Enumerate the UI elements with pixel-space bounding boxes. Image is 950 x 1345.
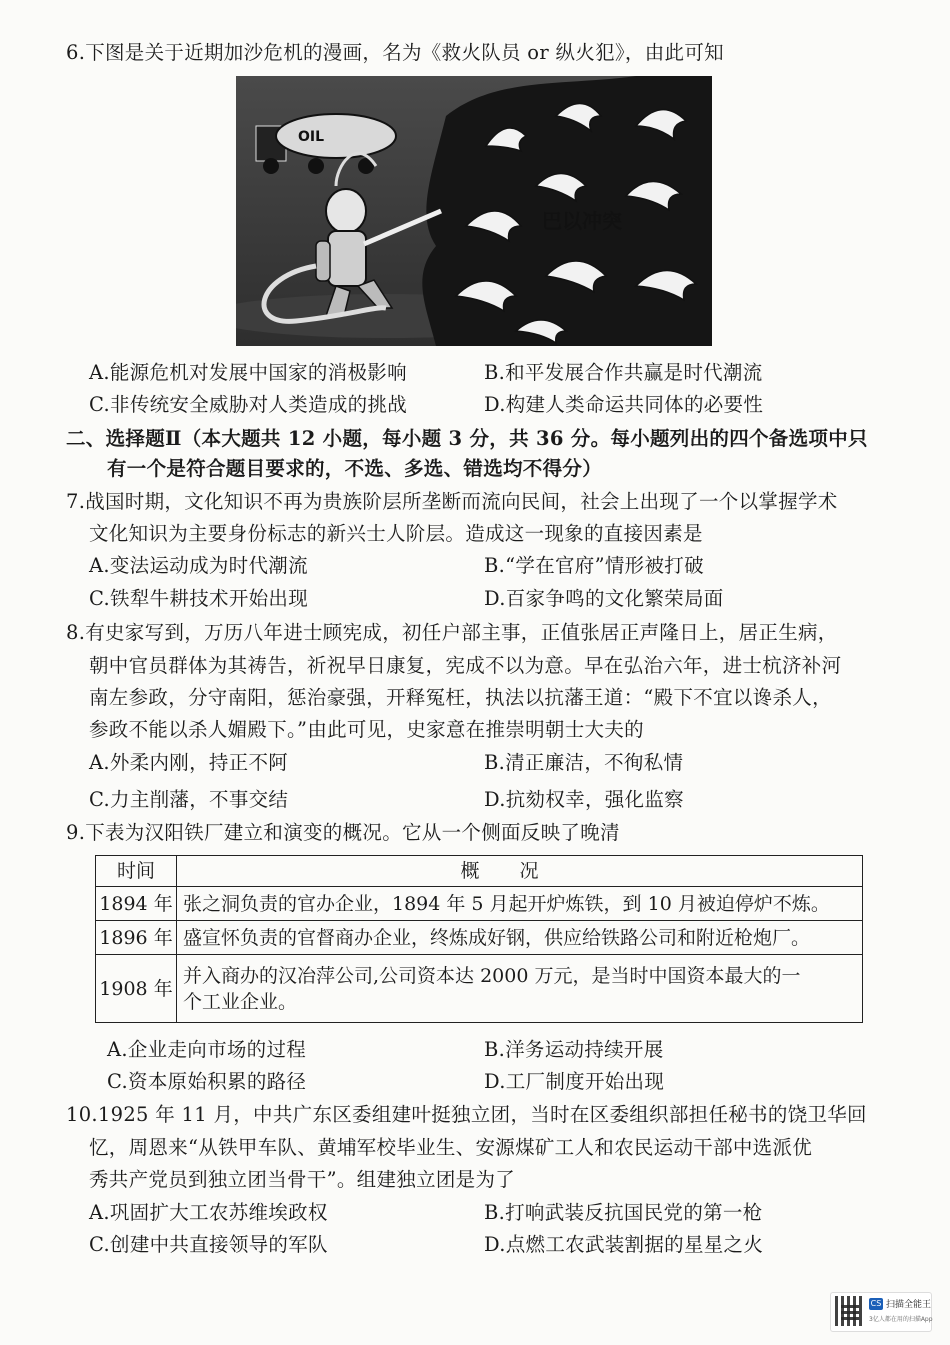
q10-option-d[interactable]: D.点燃工农武装割据的星星之火 bbox=[484, 1233, 764, 1256]
q9-stem: 9.下表为汉阳铁厂建立和演变的概况。它从一个侧面反映了晚清 bbox=[66, 821, 620, 844]
q7-stem-line2: 文化知识为主要身份标志的新兴士人阶层。造成这一现象的直接因素是 bbox=[89, 522, 703, 545]
q6-option-b[interactable]: B.和平发展合作共赢是时代潮流 bbox=[484, 361, 763, 384]
q8-stem-line2: 朝中官员群体为其祷告，祈祝早日康复，宪成不以为意。早在弘治六年，进士杭济补河 bbox=[89, 654, 842, 677]
q7-option-d[interactable]: D.百家争鸣的文化繁荣局面 bbox=[484, 587, 724, 610]
scanner-app-name: 扫描全能王 bbox=[886, 1300, 932, 1310]
q6-stem: 6.下图是关于近期加沙危机的漫画，名为《救火队员 or 纵火犯》，由此可知 bbox=[66, 41, 724, 64]
q9-option-d[interactable]: D.工厂制度开始出现 bbox=[484, 1070, 665, 1093]
q9-option-c[interactable]: C.资本原始积累的路径 bbox=[107, 1070, 307, 1093]
q7-stem-line1: 7.战国时期，文化知识不再为贵族阶层所垄断而流向民间，社会上出现了一个以掌握学术 bbox=[66, 490, 838, 513]
q9-table bbox=[95, 855, 863, 1023]
q8-stem-line3: 南左参政，分守南阳，惩治豪强，开释冤枉，执法以抗藩王道：“殿下不宜以谗杀人， bbox=[89, 686, 832, 709]
cs-logo-icon: CS bbox=[870, 1299, 882, 1308]
q9-option-b[interactable]: B.洋务运动持续开展 bbox=[484, 1038, 664, 1061]
table-cell-year: 1894 年 bbox=[96, 887, 177, 921]
table-header-time: 时间 bbox=[96, 856, 177, 887]
table-row bbox=[96, 955, 863, 1023]
table-cell-text: 张之洞负责的官办企业，1894 年 5 月起开炉炼铁，到 10 月被迫停炉不炼。 bbox=[177, 887, 863, 921]
table-header-overview: 概况 bbox=[177, 856, 863, 887]
q10-option-b[interactable]: B.打响武装反抗国民党的第一枪 bbox=[484, 1201, 763, 1224]
scanner-app-slogan: 3亿人都在用的扫描App bbox=[869, 1316, 933, 1323]
table-cell-year: 1908 年 bbox=[96, 955, 177, 1023]
qr-code-icon bbox=[835, 1296, 865, 1326]
q8-option-b[interactable]: B.清正廉洁，不徇私情 bbox=[484, 751, 684, 774]
q7-option-c[interactable]: C.铁犁牛耕技术开始出现 bbox=[89, 587, 309, 610]
q6-option-d[interactable]: D.构建人类命运共同体的必要性 bbox=[484, 393, 764, 416]
q6-option-a[interactable]: A.能源危机对发展中国家的消极影响 bbox=[89, 361, 407, 384]
q9-option-a[interactable]: A.企业走向市场的过程 bbox=[107, 1038, 307, 1061]
q10-stem-line1: 10.1925 年 11 月，中共广东区委组建叶挺独立团，当时在区委组织部担任秘书的饶卫华回 bbox=[66, 1103, 867, 1126]
table-row bbox=[96, 887, 863, 921]
section2-heading-cont: 有一个是符合题目要求的，不选、多选、错选均不得分） bbox=[107, 457, 603, 480]
q6-comic-image bbox=[236, 76, 712, 346]
table-row bbox=[96, 921, 863, 955]
table-cell-text-line1: 并入商办的汉冶萍公司,公司资本达 2000 万元，是当时中国资本最大的一 bbox=[183, 964, 801, 987]
q10-stem-line2: 忆，周恩来“从铁甲车队、黄埔军校毕业生、安源煤矿工人和农民运动干部中选派优 bbox=[89, 1136, 813, 1159]
q7-option-a[interactable]: A.变法运动成为时代潮流 bbox=[89, 554, 308, 577]
q10-stem-line3: 秀共产党员到独立团当骨干”。组建独立团是为了 bbox=[89, 1168, 516, 1191]
truck-oil-label: OIL bbox=[298, 129, 325, 145]
table-cell-text bbox=[177, 955, 863, 1023]
q7-option-b[interactable]: B.“学在官府”情形被打破 bbox=[484, 554, 704, 577]
table-cell-text-line2: 个工业企业。 bbox=[183, 990, 298, 1013]
q10-option-a[interactable]: A.巩固扩大工农苏维埃政权 bbox=[89, 1201, 328, 1224]
scanner-app-badge[interactable] bbox=[830, 1292, 932, 1332]
q6-option-c[interactable]: C.非传统安全威胁对人类造成的挑战 bbox=[89, 393, 408, 416]
q8-stem-line4: 参政不能以杀人媚殿下。”由此可见，史家意在推崇明朝士大夫的 bbox=[89, 718, 644, 741]
section2-heading: 二、选择题Ⅱ（本大题共 12 小题，每小题 3 分，共 36 分。每小题列出的四个备选项中只 bbox=[66, 427, 868, 450]
table-cell-text: 盛宣怀负责的官督商办企业，终炼成好钢，供应给铁路公司和附近枪炮厂。 bbox=[177, 921, 863, 955]
q8-option-c[interactable]: C.力主削藩，不事交结 bbox=[89, 788, 289, 811]
q8-option-d[interactable]: D.抗劾权幸，强化监察 bbox=[484, 788, 684, 811]
q10-option-c[interactable]: C.创建中共直接领导的军队 bbox=[89, 1233, 328, 1256]
q8-stem-line1: 8.有史家写到，万历八年进士顾宪成，初任户部主事，正值张居正声隆日上，居正生病， bbox=[66, 621, 838, 644]
comic-fire-label: 巴以冲突 bbox=[542, 209, 622, 233]
q8-option-a[interactable]: A.外柔内刚，持正不阿 bbox=[89, 751, 289, 774]
table-cell-year: 1896 年 bbox=[96, 921, 177, 955]
